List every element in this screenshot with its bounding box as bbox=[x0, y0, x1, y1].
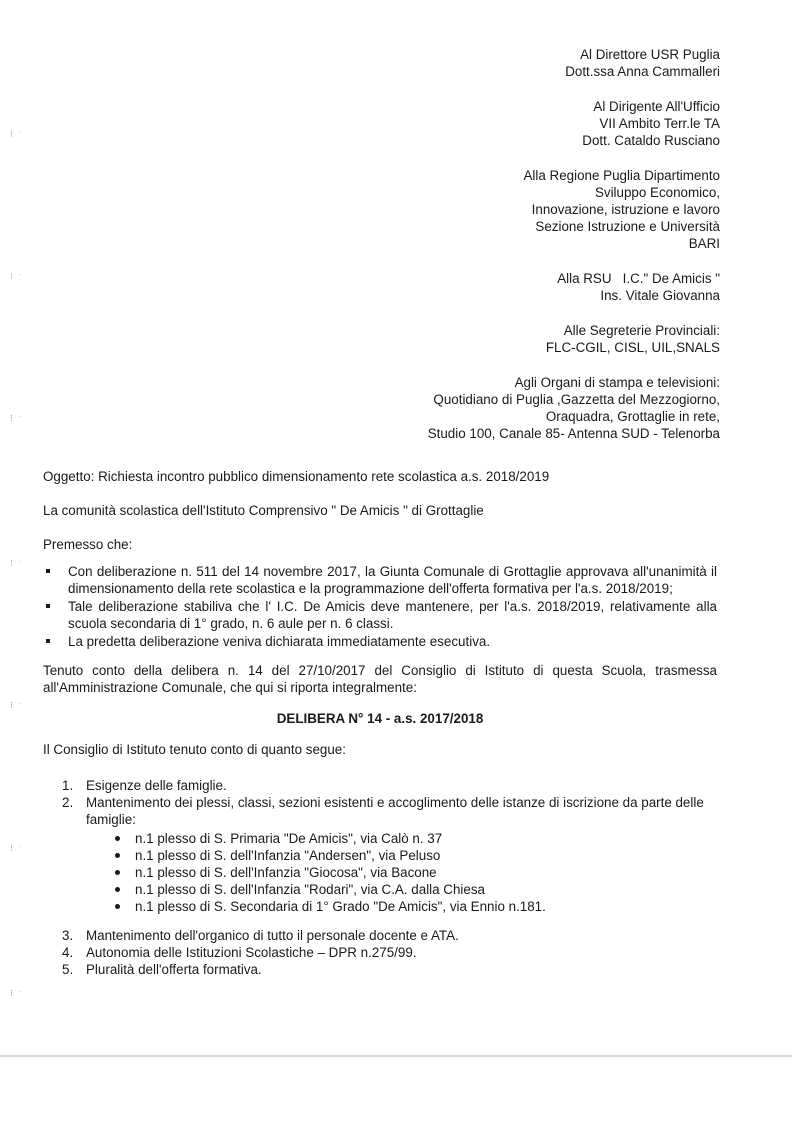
scan-mark: ⁝ ˑ bbox=[10, 413, 24, 423]
list-item: n.1 plesso di S. dell'Infanzia "Giocosa", via Bacone bbox=[43, 864, 717, 881]
scan-mark: ⁝ ˑ bbox=[10, 271, 24, 281]
recipient-line: Agli Organi di stampa e televisioni: bbox=[514, 375, 720, 390]
list-item bbox=[43, 927, 717, 944]
recipient-line: Sviluppo Economico, bbox=[594, 185, 720, 200]
subject-line: Oggetto: Richiesta incontro pubblico dimensionamento rete scolastica a.s. 2018/2019 bbox=[43, 469, 550, 484]
delibera-title: DELIBERA N° 14 - a.s. 2017/2018 bbox=[276, 711, 484, 726]
recipient-line: Dott. Cataldo Rusciano bbox=[582, 133, 720, 148]
recipient-line: Al Dirigente All'Ufficio bbox=[593, 99, 720, 114]
list-item: n.1 plesso di S. Primaria "De Amicis", via Calò n. 37 bbox=[43, 830, 717, 847]
recipient-line: FLC-CGIL, CISL, UIL,SNALS bbox=[545, 340, 720, 355]
consiglio-line: Il Consiglio di Istituto tenuto conto di quanto segue: bbox=[43, 742, 346, 757]
scan-mark: ⁝ ˑ bbox=[10, 700, 24, 710]
item-text: Esigenze delle famiglie. bbox=[86, 778, 227, 793]
item-text: Mantenimento dell'organico di tutto il personale docente e ATA. bbox=[86, 928, 459, 943]
scan-mark: ⁝ ˑ bbox=[10, 843, 24, 853]
recipient-line: Alle Segreterie Provinciali: bbox=[563, 323, 720, 338]
plessi-list bbox=[43, 830, 717, 915]
recipient-rsu bbox=[428, 270, 720, 304]
numbered-list-continued bbox=[43, 927, 717, 978]
list-item: n.1 plesso di S. dell'Infanzia "Andersen", via Peluso bbox=[43, 847, 717, 864]
premesso-list bbox=[43, 563, 717, 650]
item-number: 2. bbox=[62, 795, 74, 810]
letter-body bbox=[43, 468, 717, 978]
item-number: 1. bbox=[62, 778, 74, 793]
scan-mark: ⁝ ˑ bbox=[10, 129, 24, 139]
list-item bbox=[43, 944, 717, 961]
recipient-regione bbox=[428, 167, 720, 252]
recipients-block bbox=[428, 46, 720, 460]
item-text: Pluralità dell'offerta formativa. bbox=[86, 962, 262, 977]
item-text: Mantenimento dei plessi, classi, sezioni esistenti e accoglimento delle istanze di iscrizione da parte delle famiglie: bbox=[86, 795, 704, 827]
recipient-line: VII Ambito Terr.le TA bbox=[599, 116, 720, 131]
list-item bbox=[43, 794, 717, 828]
list-item: n.1 plesso di S. dell'Infanzia "Rodari", via C.A. dalla Chiesa bbox=[43, 881, 717, 898]
recipient-usr bbox=[428, 46, 720, 80]
item-number: 3. bbox=[62, 928, 74, 943]
recipient-line: Dott.ssa Anna Cammalleri bbox=[565, 64, 720, 79]
recipient-line: Studio 100, Canale 85- Antenna SUD - Telenorba bbox=[427, 426, 720, 441]
list-item bbox=[43, 777, 717, 794]
recipient-line: Ins. Vitale Giovanna bbox=[600, 288, 720, 303]
list-item: Con deliberazione n. 511 del 14 novembre 2017, la Giunta Comunale di Grottaglie approvava all'unanimità il dimensionamento della rete scolastica e la programmazione dell'offerta formativa per l'a.s. 2018/2019; bbox=[43, 563, 717, 597]
list-item bbox=[43, 961, 717, 978]
item-number: 4. bbox=[62, 945, 74, 960]
scan-mark: ⁝ ˑ bbox=[10, 558, 24, 568]
tenuto-conto-paragraph: Tenuto conto della delibera n. 14 del 27/10/2017 del Consiglio di Istituto di questa Scuola, trasmessa all'Amministrazione Comunale, che qui si riporta integralmente: bbox=[43, 663, 717, 695]
item-text: Autonomia delle Istituzioni Scolastiche – DPR n.275/99. bbox=[86, 945, 417, 960]
recipient-line: Alla Regione Puglia Dipartimento bbox=[523, 168, 720, 183]
recipient-line: Innovazione, istruzione e lavoro bbox=[531, 202, 720, 217]
recipient-ufficio bbox=[428, 98, 720, 149]
recipient-stampa bbox=[428, 374, 720, 442]
recipient-line: Oraquadra, Grottaglie in rete, bbox=[545, 409, 720, 424]
list-item: Tale deliberazione stabiliva che l' I.C. De Amicis deve mantenere, per l'a.s. 2018/2019, relativamente alla scuola secondaria di 1° grado, n. 6 aule per n. 6 classi. bbox=[43, 598, 717, 632]
numbered-list bbox=[43, 777, 717, 828]
recipient-line: Al Direttore USR Puglia bbox=[580, 47, 720, 62]
premesso-heading: Premesso che: bbox=[43, 537, 133, 552]
recipient-line: BARI bbox=[688, 236, 720, 251]
list-item: La predetta deliberazione veniva dichiarata immediatamente esecutiva. bbox=[43, 633, 717, 650]
recipient-segreterie bbox=[428, 322, 720, 356]
recipient-line: Alla RSU I.C." De Amicis " bbox=[557, 271, 720, 286]
item-number: 5. bbox=[62, 962, 74, 977]
scan-edge-line bbox=[0, 1055, 792, 1057]
scan-mark: ⁝ ˑ bbox=[10, 988, 24, 998]
community-line: La comunità scolastica dell'Istituto Comprensivo " De Amicis " di Grottaglie bbox=[43, 503, 484, 518]
list-item: n.1 plesso di S. Secondaria di 1° Grado "De Amicis", via Ennio n.181. bbox=[43, 898, 717, 915]
recipient-line: Sezione Istruzione e Università bbox=[535, 219, 720, 234]
recipient-line: Quotidiano di Puglia ,Gazzetta del Mezzogiorno, bbox=[433, 392, 720, 407]
